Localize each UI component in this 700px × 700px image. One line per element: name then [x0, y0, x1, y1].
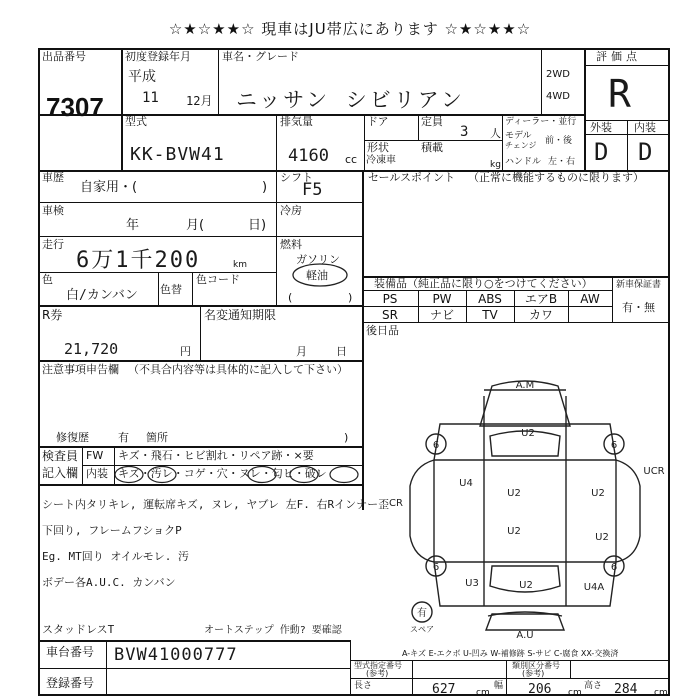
equip-leather: カワ [528, 308, 553, 322]
fw-label: FW [86, 449, 104, 462]
repair-value: 有 [118, 431, 129, 444]
height-unit: cm [654, 688, 668, 698]
diagram-u2-a: U2 [521, 428, 535, 439]
remark-3: Eg. MT回り オイルモレ. 汚 [42, 550, 190, 563]
chassis-label: 車台番号 [46, 645, 95, 659]
reg-number-label: 登録番号 [46, 676, 95, 690]
sales-point-note: （正常に機能するものに限ります） [468, 171, 644, 184]
class-number-sub: (参考) [522, 669, 545, 678]
shift-value: F5 [302, 180, 323, 200]
equip-abs: ABS [478, 292, 502, 306]
inspection-day: 日) [248, 218, 267, 233]
mileage-label: 走行 [42, 238, 64, 251]
fw-items: キズ・飛石・ヒビ割れ・リペア跡・×要 [118, 449, 314, 462]
warranty-label: 新車保証書 [616, 280, 662, 290]
load-unit: kg [490, 160, 501, 170]
color-value: 白/カンバン [66, 288, 138, 303]
name-change-day: 日 [336, 345, 347, 358]
diagram-label-bottom: A.U [516, 630, 534, 640]
tire-rear-right: 6 [610, 562, 618, 573]
fuel-circle-mark [290, 262, 350, 288]
model-change-mark: 前・後 [545, 136, 573, 146]
history-close: ) [262, 180, 268, 195]
fuel-diesel: 軽油 [306, 269, 328, 282]
registration-era: 平成 [128, 69, 156, 85]
rating-label: 評価点 [596, 50, 641, 63]
diagram-u2-d: U2 [507, 526, 521, 537]
interior-row-label: 内装 [86, 467, 108, 480]
model-label: 車名・グレード [222, 50, 299, 63]
capacity-unit: 人 [490, 127, 501, 140]
shift-label: シフト [280, 171, 313, 184]
equip-aw: AW [580, 292, 600, 306]
registration-month: 12月 [186, 94, 213, 108]
length-value: 627 [432, 682, 456, 697]
capacity-label: 定員 [421, 115, 443, 128]
aircon-label: 冷房 [280, 204, 302, 217]
fuel-label: 燃料 [280, 238, 302, 251]
spare-label: スペア [410, 625, 434, 634]
height-value: 284 [614, 682, 638, 697]
repair-close: ) [344, 431, 349, 444]
type-value: KK-BVW41 [130, 144, 225, 165]
dealer-label: ディーラー・並行 [505, 117, 577, 127]
registration-year: 11 [142, 90, 159, 106]
equip-navi: ナビ [429, 308, 454, 322]
displacement-value: 4160 [288, 146, 329, 166]
inspection-year: 年 [126, 218, 140, 233]
inspector-label-1: 検査員 [42, 449, 79, 463]
color-code-label: 色コード [196, 273, 240, 286]
exterior-grade: D [594, 138, 609, 166]
width-unit: cm [568, 688, 582, 698]
equip-sr: SR [382, 308, 398, 322]
interior-items: キズ・汚レ・コゲ・穴・ヌレ・匂ヒ・破レ [118, 467, 327, 480]
remark-1: シート内タリキレ, 運転席キズ, ヌレ, ヤブレ 左F. 右Rインナー歪 [42, 498, 390, 511]
recycle-value: 21,720 [64, 340, 119, 358]
diagram-u4a: U4A [583, 582, 605, 593]
equip-pw: PW [432, 292, 452, 306]
chassis-number: BVW41000777 [114, 645, 238, 665]
shape-value: 冷凍車 [366, 155, 396, 166]
rear-seat-label: 後日品 [366, 324, 399, 337]
recycle-label: R券 [42, 308, 63, 322]
shape-label: 形状 [367, 141, 389, 154]
page-banner: ☆★☆★★☆ 現車はJU帯広にあります ☆★☆★★☆ [168, 20, 532, 38]
diagram-label-right: UCR [643, 466, 665, 477]
model-change-label: モデル [505, 131, 532, 141]
displacement-label: 排気量 [280, 115, 313, 128]
equip-ps: PS [382, 292, 398, 306]
diagram-label-top: A.M [515, 380, 535, 391]
sales-point-label: セールスポイント [368, 171, 456, 184]
fuel-gasoline: ガソリン [296, 253, 340, 266]
handle-label: ハンドル [505, 157, 542, 167]
tire-rear-left: 6 [432, 562, 440, 573]
damage-legend: A-キズ E-エクボ U-凹み W-補修跡 S-サビ C-腐食 XX-交換済 [402, 649, 619, 658]
capacity-value: 3 [460, 124, 469, 140]
color-label: 色 [42, 273, 53, 286]
diagram-label-left: CR [389, 498, 403, 509]
length-label: 長さ [354, 681, 373, 691]
type-number-label: 型式指定番号 [354, 661, 402, 670]
interior-marks [114, 465, 362, 484]
color-change-label: 色替 [160, 283, 182, 296]
handle-options: 左・右 [548, 157, 576, 167]
mileage-unit: km [233, 260, 247, 270]
warranty-value: 有・無 [622, 301, 655, 314]
fuel-paren: ( [288, 291, 293, 304]
fuel-paren-close: ) [348, 291, 353, 304]
repair-place: 箇所 [146, 431, 168, 444]
diagram-u2-f: U2 [519, 580, 533, 591]
displacement-unit: cc [345, 153, 358, 166]
name-change-month: 月 [296, 345, 307, 358]
class-number-label: 類別区分番号 [512, 661, 560, 670]
tire-front-left: 6 [432, 440, 440, 451]
repair-label: 修復歴 [56, 431, 89, 444]
inspection-label: 車検 [42, 204, 64, 217]
inspection-month: 月( [186, 218, 205, 233]
interior-label: 内装 [634, 121, 656, 134]
model-name: ニッサン シビリアン [236, 88, 465, 112]
history-value: 自家用・( [80, 180, 138, 195]
equipment-label: 装備品（純正品に限り○をつけてください） [374, 277, 593, 290]
drive-4wd: 4WD [546, 91, 570, 102]
type-label: 型式 [125, 115, 147, 128]
diagram-u4-left: U4 [459, 478, 473, 489]
diagram-u2-b: U2 [507, 488, 521, 499]
remark-6: オートステップ 作動? 要確認 [204, 625, 342, 636]
rating-score: R [608, 72, 631, 116]
notes-label: 注意事項申告欄 [42, 363, 119, 376]
exterior-label: 外装 [590, 121, 612, 134]
model-change-sub: チェンジ [505, 141, 537, 150]
spare-value: 有 [417, 608, 427, 619]
remark-5: スタッドレスT [42, 623, 115, 636]
drive-2wd: 2WD [546, 69, 570, 80]
interior-grade: D [638, 138, 653, 166]
history-label: 車歴 [42, 171, 64, 184]
doors-label: ドア [367, 115, 389, 128]
length-unit: cm [476, 688, 490, 698]
load-label: 積載 [421, 141, 443, 154]
type-number-sub: (参考) [366, 669, 389, 678]
equip-tv: TV [482, 308, 498, 322]
remark-2: 下回り, フレームフショクP [42, 524, 182, 537]
height-label: 高さ [584, 681, 603, 691]
tire-front-right: 6 [610, 440, 618, 451]
width-value: 206 [528, 682, 552, 697]
lot-number-label: 出品番号 [42, 50, 86, 63]
remark-4: ボデー各A.U.C. カンバン [42, 576, 176, 589]
width-label: 幅 [494, 681, 504, 691]
equip-airbag: エアB [524, 292, 558, 306]
diagram-u2-c: U2 [591, 488, 605, 499]
name-change-label: 名変通知期限 [204, 308, 277, 322]
diagram-u2-e: U2 [595, 532, 609, 543]
diagram-u3: U3 [465, 578, 479, 589]
inspector-label-2: 記入欄 [42, 466, 79, 480]
registration-label: 初度登録年月 [125, 50, 191, 63]
recycle-unit: 円 [180, 345, 191, 358]
lot-number: 7307 [46, 92, 104, 122]
car-damage-diagram [380, 376, 670, 640]
notes-sub: （不具合内容等は具体的に記入して下さい） [128, 363, 348, 376]
mileage-value: 6万1千200 [76, 248, 201, 273]
